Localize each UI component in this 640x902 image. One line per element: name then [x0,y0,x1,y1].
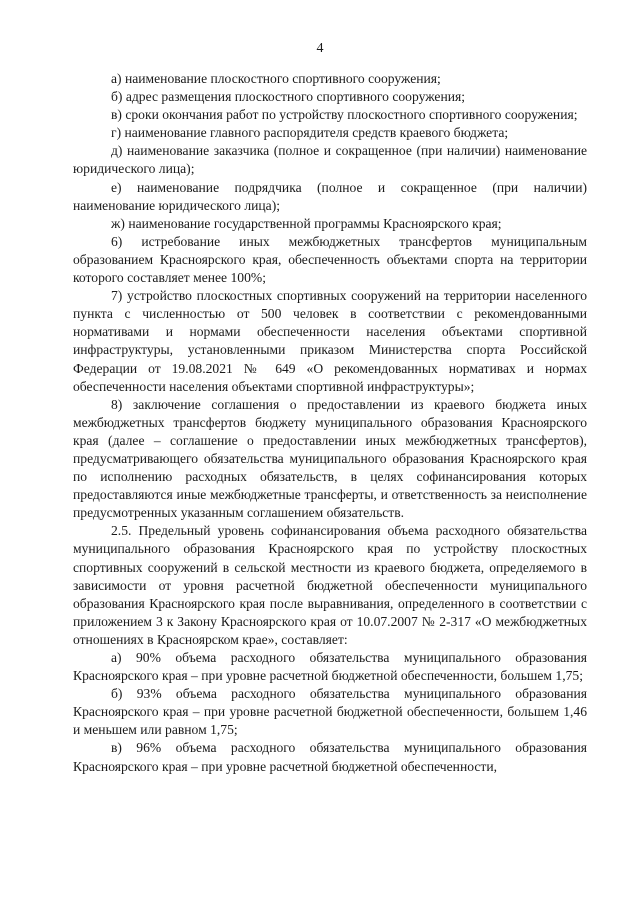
paragraph-2-5-cofinancing-limit: 2.5. Предельный уровень софинансирования объема расходного обязательства муниципального образования Красноярского края по устройству плоскостных спортивных сооружений в сельской местности из краевого бюджета, определяемого в зависимости от уровня расчетной бюджетной обеспеченности муниципального образования Красноярского края после выравнивания, определенного в соответствии с приложением 3 к Закону Красноярского края от 10.07.2007 № 2-317 «О межбюджетных отношениях в Красноярском крае», составляет: [73,523,587,647]
paragraph-v-deadline: в) сроки окончания работ по устройству плоскостного спортивного сооружения; [111,107,578,123]
paragraph-8-agreement: 8) заключение соглашения о предоставлении из краевого бюджета иных межбюджетных трансфертов бюджету муниципального образования Красноярского края (далее – соглашение о предоставлении иных межбюджетных трансфертов), предусматривающего обязательства муниципального образования Красноярского края по исполнению расходных обязательств, в целях софинансирования которых предоставляются иные межбюджетные трансферты, и ответственность за неисполнение предусмотренных указанным соглашением обязательств. [73,396,587,521]
paragraph-zh-state-program: ж) наименование государственной программы Красноярского края; [111,215,502,231]
paragraph-7-facility-norms: 7) устройство плоскостных спортивных сооружений на территории населенного пункта с численностью от 500 человек в соответствии с рекомендованными нормативами и нормами обеспеченности населения объектами спортивной инфраструктуры, установленными приказом Министерства спорта Российской Федерации от 19.08.2021 № 649 «О рекомендованных нормативах и нормах обеспеченности населения объектами спортивной инфраструктуры»; [73,288,587,394]
paragraph-b-address: б) адрес размещения плоскостного спортивного сооружения; [111,89,466,105]
page-number: 4 [316,41,324,56]
paragraph-6-other-transfers: 6) истребование иных межбюджетных трансфертов муниципальным образованием Красноярского края, обеспеченность объектами спорта на территории которого составляет менее 100%; [73,233,587,286]
document-body [73,70,587,776]
paragraph-a-sport-facility-name: а) наименование плоскостного спортивного сооружения; [111,71,441,86]
paragraph-v-96-percent: в) 96% объема расходного обязательства муниципального образования Красноярского края – при уровне расчетной бюджетной обеспеченности, [73,740,587,774]
paragraph-b-93-percent: б) 93% объема расходного обязательства муниципального образования Красноярского края – при уровне расчетной бюджетной обеспеченности, большем 1,46 и меньшем или равном 1,75; [73,686,587,738]
paragraph-a-90-percent: а) 90% объема расходного обязательства муниципального образования Красноярского края – при уровне расчетной бюджетной обеспеченности, большем 1,75; [73,650,587,684]
paragraph-g-budget-manager: г) наименование главного распорядителя средств краевого бюджета; [111,125,509,141]
paragraph-d-customer: д) наименование заказчика (полное и сокращенное (при наличии) наименование юридического лица); [73,143,587,177]
paragraph-e-contractor: е) наименование подрядчика (полное и сокращенное (при наличии) наименование юридического лица); [73,179,587,213]
